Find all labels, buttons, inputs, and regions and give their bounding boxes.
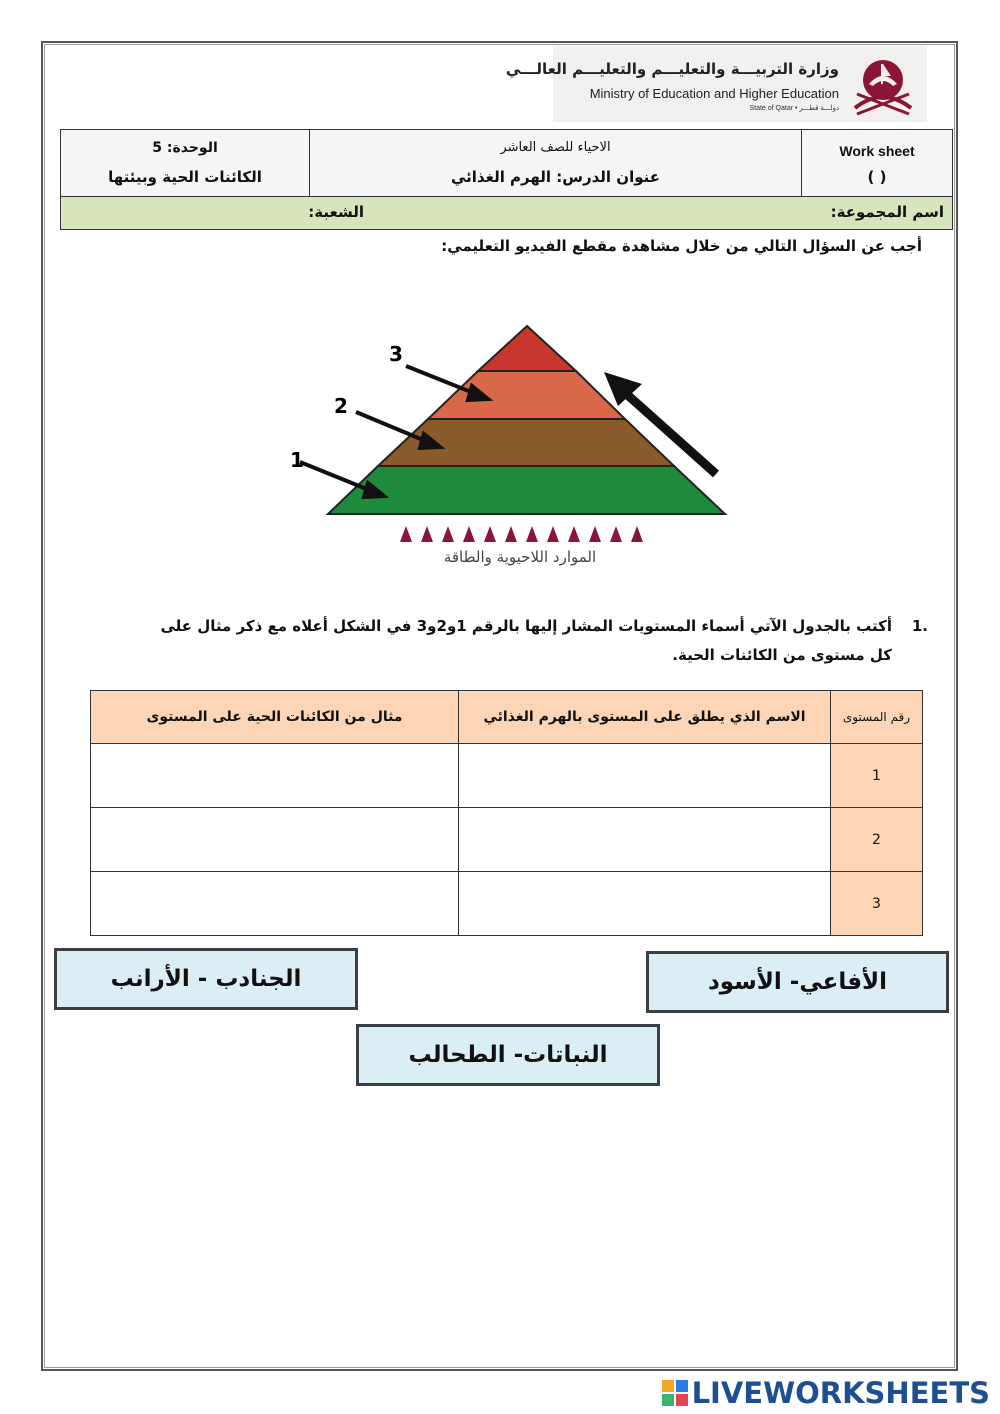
ministry-arabic-name: وزارة التربيـــة والتعليـــم والتعليـــم العالـــي <box>505 60 839 78</box>
base-caption: الموارد اللاحيوية والطاقة <box>443 548 597 566</box>
pyramid-level-1 <box>328 466 725 514</box>
level-number: 3 <box>831 872 923 936</box>
lesson-cell <box>309 130 801 196</box>
level-name-drop-zone[interactable] <box>459 872 831 936</box>
pyramid-label-2: 2 <box>334 394 348 418</box>
unit-name: الكائنات الحية وبيئتها <box>108 168 262 186</box>
level-example-drop-zone[interactable] <box>91 744 459 808</box>
state-label: State of Qatar • دولـــة قطـــر <box>749 105 839 112</box>
level-example-drop-zone[interactable] <box>91 872 459 936</box>
unit-cell <box>61 130 309 196</box>
pyramid-level-3 <box>428 371 625 419</box>
worksheet-number: ( ) <box>867 168 887 186</box>
header-level-number: رقم المستوى <box>831 691 923 744</box>
worksheet-cell <box>801 130 952 196</box>
header-level-example: مثال من الكائنات الحية على المستوى <box>91 691 459 744</box>
subject-label: الاحياء للصف العاشر <box>500 140 611 155</box>
worksheet-label: Work sheet <box>839 143 915 159</box>
liveworksheets-brand <box>662 1376 990 1410</box>
header-level-name: الاسم الذي يطلق على المستوى بالهرم الغذائي <box>459 691 831 744</box>
answer-option-plants-algae[interactable]: النباتات- الطحالب <box>356 1024 660 1086</box>
group-row <box>60 197 953 230</box>
question-1 <box>148 612 928 670</box>
level-number: 1 <box>831 744 923 808</box>
pyramid-label-1: 1 <box>290 448 304 472</box>
lesson-title: عنوان الدرس: الهرم الغذائي <box>450 168 660 186</box>
pyramid-label-3: 3 <box>389 342 403 366</box>
table-row <box>91 808 923 872</box>
unit-label: الوحدة: 5 <box>152 140 218 156</box>
worksheet-header <box>60 129 953 197</box>
levels-table <box>90 690 923 936</box>
pyramid-apex <box>478 326 576 371</box>
level-name-drop-zone[interactable] <box>459 808 831 872</box>
table-header-row <box>91 691 923 744</box>
answer-option-grasshoppers-rabbits[interactable]: الجنادب - الأرانب <box>54 948 358 1010</box>
instruction-text: أجب عن السؤال التالي من خلال مشاهدة مقطع الفيديو التعليمي: <box>441 237 922 255</box>
table-row <box>91 744 923 808</box>
question-text: أكتب بالجدول الآتي أسماء المستويات المشار إليها بالرقم 1و2و3 في الشكل أعلاه مع ذكر مثال على كل مستوى من الكائنات الحية. <box>160 617 892 664</box>
ministry-logo <box>505 46 927 122</box>
brand-text: LIVEWORKSHEETS <box>691 1376 990 1410</box>
liveworksheets-logo-icon <box>662 1380 688 1406</box>
food-pyramid-figure <box>270 300 740 580</box>
section-label: الشعبة: <box>308 203 364 221</box>
group-name-label: اسم المجموعة: <box>830 203 944 221</box>
qatar-emblem-icon <box>847 50 919 118</box>
energy-input-markers <box>400 526 643 542</box>
level-number: 2 <box>831 808 923 872</box>
level-name-drop-zone[interactable] <box>459 744 831 808</box>
question-number: .1 <box>911 617 928 635</box>
table-row <box>91 872 923 936</box>
ministry-english-name: Ministry of Education and Higher Education <box>589 86 839 101</box>
answer-option-snakes-lions[interactable]: الأفاعي- الأسود <box>646 951 949 1013</box>
level-example-drop-zone[interactable] <box>91 808 459 872</box>
